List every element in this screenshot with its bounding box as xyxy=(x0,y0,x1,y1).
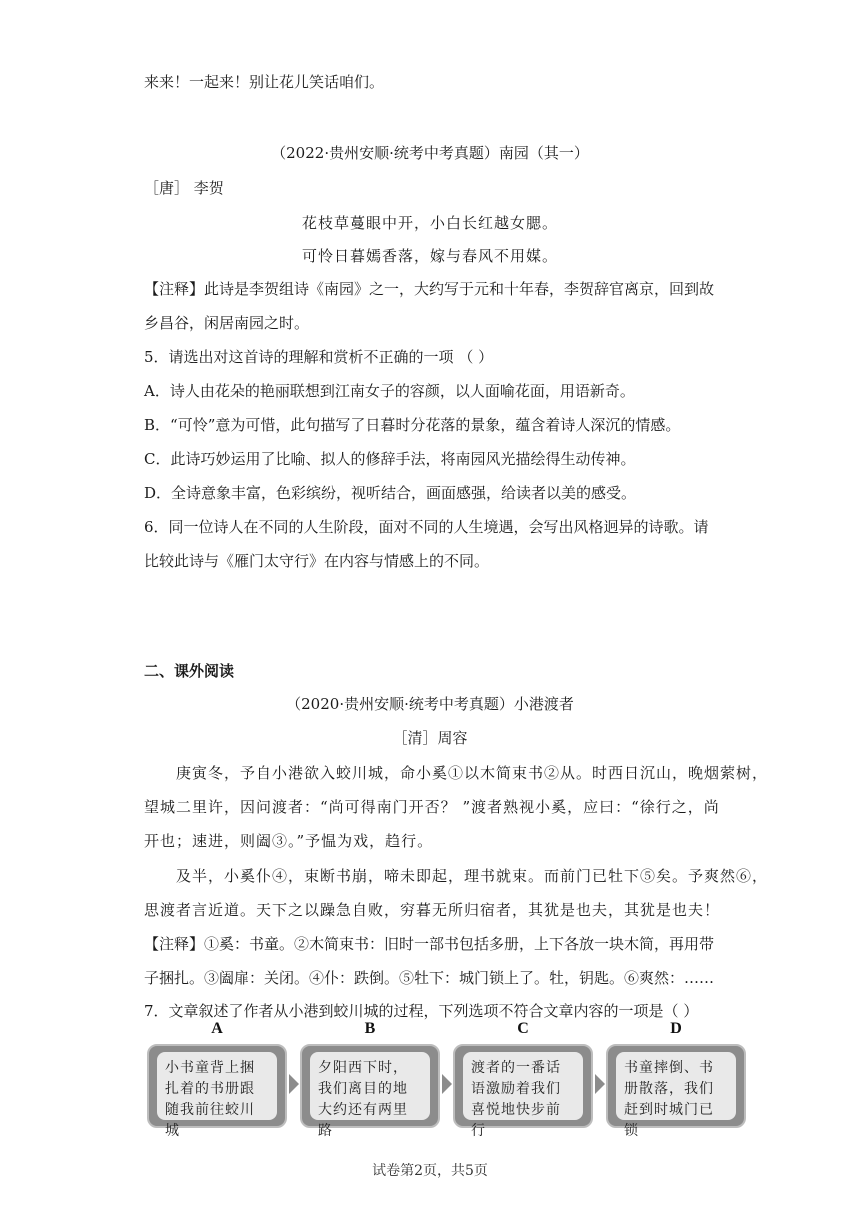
option-d: D．全诗意象丰富，色彩缤纷，视听结合，画面感强，给读者以美的感受。 xyxy=(144,484,637,502)
flow-letter: B xyxy=(364,1020,376,1037)
text-line: 来来！一起来！别让花儿笑话咱们。 xyxy=(144,73,385,91)
poem-source-heading: （2022·贵州安顺·统考中考真题）南园（其一） xyxy=(271,144,589,162)
section-heading: 二、课外阅读 xyxy=(144,662,235,680)
option-c: C．此诗巧妙运用了比喻、拟人的修辞手法，将南园风光描绘得生动传神。 xyxy=(144,450,636,468)
passage-paragraph: 庚寅冬，予自小港欲入蛟川城，命小奚①以木简束书②从。时西日沉山，晚烟萦树， xyxy=(176,764,769,782)
annotation-text: 【注释】①奚：书童。②木简束书：旧时一部书包括多册，上下各放一块木简，再用带 xyxy=(144,935,715,953)
passage-paragraph: 及半，小奚仆④，束断书崩，啼未即起，理书就束。而前门已牡下⑤矣。予爽然⑥， xyxy=(176,867,769,885)
poem-author: ［唐］ 李贺 xyxy=(144,179,224,197)
passage-source-heading: （2020·贵州安顺·统考中考真题）小港渡者 xyxy=(286,695,574,713)
arrow-right-icon xyxy=(442,1074,452,1094)
flow-letter: C xyxy=(517,1020,529,1037)
question-5: 5．请选出对这首诗的理解和赏析不正确的一项 （ ） xyxy=(144,348,494,366)
flow-box-c xyxy=(453,1044,593,1139)
passage-author: ［清］周容 xyxy=(392,729,468,747)
question-6: 比较此诗与《雁门太守行》在内容与情感上的不同。 xyxy=(144,552,490,570)
flow-box-b xyxy=(300,1044,440,1139)
passage-paragraph: 望城二里许，因问渡者：“尚可得南门开否？ ”渡者熟视小奚，应曰：“徐行之，尚 xyxy=(144,798,720,816)
arrow-right-icon xyxy=(289,1074,299,1094)
flow-letter: A xyxy=(211,1020,223,1037)
passage-paragraph: 开也；速进，则阖③。”予愠为戏，趋行。 xyxy=(144,832,434,850)
flow-box-a xyxy=(147,1044,287,1139)
annotation-text: 【注释】此诗是李贺组诗《南园》之一，大约写于元和十年春，李贺辞官离京，回到故 xyxy=(144,280,715,298)
annotation-text: 乡昌谷，闲居南园之时。 xyxy=(144,314,310,332)
flow-text: 夕阳西下时，我们离目的地大约还有两里路 xyxy=(310,1052,430,1120)
page-footer: 试卷第2页，共5页 xyxy=(372,1163,488,1179)
annotation-text: 子捆扎。③阖扉：关闭。④仆：跌倒。⑤牡下：城门锁上了。牡，钥匙。⑥爽然：…… xyxy=(144,969,715,987)
flow-box-d xyxy=(606,1044,746,1139)
passage-paragraph: 思渡者言近道。天下之以躁急自败，穷暮无所归宿者，其犹是也夫，其犹是也夫！ xyxy=(144,901,721,919)
flow-text: 小书童背上捆扎着的书册跟随我前往蛟川城 xyxy=(157,1052,277,1120)
poem-line: 可怜日暮嫣香落，嫁与春风不用媒。 xyxy=(301,247,558,265)
flow-text: 书童摔倒、书册散落，我们赶到时城门已锁 xyxy=(616,1052,736,1120)
flow-letter: D xyxy=(670,1020,682,1037)
question-7: 7．文章叙述了作者从小港到蛟川城的过程，下列选项不符合文章内容的一项是（ ） xyxy=(144,1002,699,1020)
flowchart xyxy=(147,1020,747,1142)
option-b: B．“可怜”意为可惜，此句描写了日暮时分花落的景象，蕴含着诗人深沉的情感。 xyxy=(144,416,681,434)
flow-text: 渡者的一番话语激励着我们喜悦地快步前行 xyxy=(463,1052,583,1120)
option-a: A．诗人由花朵的艳丽联想到江南女子的容颜，以人面喻花面，用语新奇。 xyxy=(144,382,635,400)
poem-line: 花枝草蔓眼中开，小白长红越女腮。 xyxy=(301,214,558,232)
question-6: 6．同一位诗人在不同的人生阶段，面对不同的人生境遇，会写出风格迥异的诗歌。请 xyxy=(144,518,709,536)
arrow-right-icon xyxy=(595,1074,605,1094)
